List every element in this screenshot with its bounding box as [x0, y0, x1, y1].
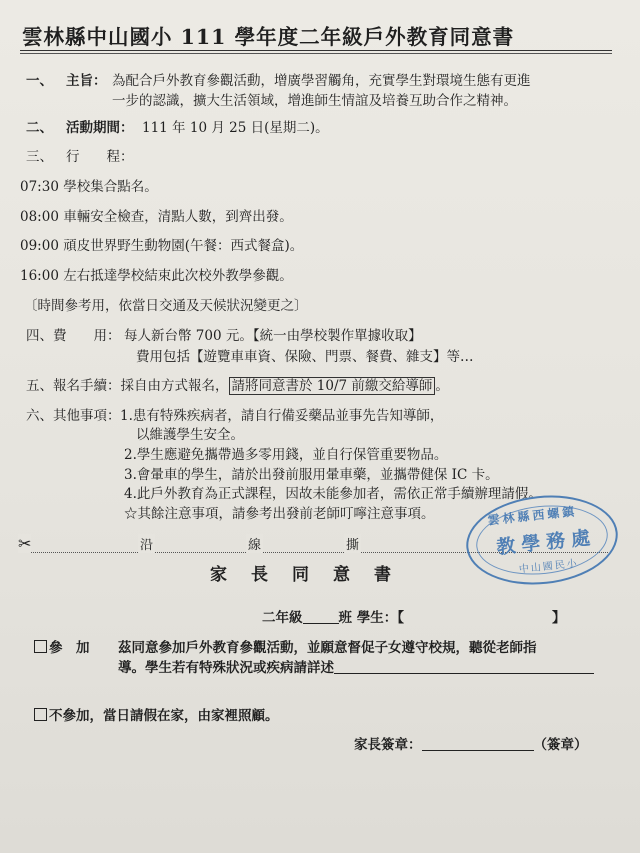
special-condition-field[interactable] — [334, 673, 594, 674]
student-close-bracket: 】 — [551, 610, 566, 626]
section-6-label: 六、其他事項： — [26, 408, 121, 424]
not-attend-checkbox[interactable] — [34, 708, 47, 721]
not-attend-option — [34, 704, 279, 724]
attend-checkbox[interactable] — [34, 640, 47, 653]
registration-deadline: 請將同意書於 10/7 前繳交給導師 — [229, 377, 436, 395]
notice-item: 4.此戶外教育為正式課程，因故未能參加者，需依正常手續辦理請假。 — [124, 486, 542, 502]
notice-item: 2.學生應避免攜帶過多零用錢，並自行保管重要物品。 — [124, 447, 448, 463]
title-underline — [20, 50, 612, 51]
itinerary-time: 16:00 — [20, 268, 59, 284]
notice-item: 3.會暈車的學生，請於出發前服用暈車藥，並攜帶健保 IC 卡。 — [124, 467, 499, 483]
fee-includes: 費用包括【遊覽車車資、保險、門票、餐費、雜支】等… — [136, 349, 474, 365]
itinerary-text: 頑皮世界野生動物園(午餐：西式餐盒)。 — [63, 238, 304, 254]
registration-end: 。 — [435, 378, 449, 394]
not-attend-text: 不參加，當日請假在家，由家裡照顧。 — [49, 708, 279, 724]
school-office-stamp — [462, 488, 622, 591]
attend-text-line-1: 茲同意參加戶外教育參觀活動，並願意督促子女遵守校規，聽從老師指 — [118, 640, 537, 656]
title-underline-secondary — [20, 53, 612, 54]
section-4-label: 四、費 用： — [26, 328, 121, 344]
itinerary-time: 07:30 — [20, 179, 59, 195]
signature-suffix: （簽章） — [533, 737, 588, 753]
scissors-icon: ✂ — [18, 534, 32, 553]
parent-signature-row — [354, 733, 588, 753]
class-field[interactable] — [303, 623, 339, 624]
itinerary-note: 〔時間參考用，依當日交通及天候狀況變更之〕 — [24, 298, 308, 314]
itinerary-time: 09:00 — [20, 238, 59, 254]
itinerary-time: 08:00 — [20, 209, 59, 225]
section-3-number: 三、 — [26, 149, 53, 165]
section-2-date: 111 年 10 月 25 日(星期二)。 — [142, 120, 329, 136]
tear-line-word: 撕 — [344, 534, 361, 553]
section-1-text-line-2: 一步的認識，擴大生活領域，增進師生情誼及培養互助合作之精神。 — [112, 93, 517, 109]
itinerary-text: 車輛安全檢查，清點人數，到齊出發。 — [63, 209, 293, 225]
section-2-label: 活動期間： — [66, 120, 134, 136]
itinerary-text: 學校集合點名。 — [63, 179, 158, 195]
notice-item: ☆其餘注意事項，請參考出發前老師叮嚀注意事項。 — [124, 506, 435, 522]
itinerary-item — [20, 234, 303, 254]
notice-item: 以維護學生安全。 — [136, 427, 244, 443]
signature-label: 家長簽章： — [354, 737, 422, 753]
tear-line-word: 線 — [246, 534, 263, 553]
attend-text: 導。學生若有特殊狀況或疾病請詳述 — [118, 660, 334, 676]
fee-amount: 每人新台幣 700 元。【統一由學校製作單據收取】 — [124, 328, 422, 344]
student-info-row — [262, 606, 565, 626]
attend-label: 參 加 — [49, 640, 90, 656]
registration-label: 五、報名手續： — [26, 378, 121, 394]
section-1-text-line-1: 為配合戶外教育參觀活動，增廣學習觸角，充實學生對環境生態有更進 — [112, 73, 531, 89]
section-5-label — [26, 374, 449, 394]
registration-text: 採自由方式報名， — [120, 378, 229, 394]
itinerary-text: 左右抵達學校結束此次校外教學參觀。 — [63, 268, 293, 284]
itinerary-item — [20, 264, 293, 284]
class-label: 班 — [338, 610, 352, 626]
consent-title: 家長同意書 — [210, 565, 415, 585]
attend-text-line-2 — [118, 656, 594, 676]
itinerary-item — [20, 175, 158, 195]
tear-line-word: 沿 — [138, 534, 155, 553]
notice-item: 1.患有特殊疾病者，請自行備妥藥品並事先告知導師， — [120, 408, 444, 424]
grade-label: 二年級 — [262, 610, 303, 626]
attend-option — [34, 636, 90, 656]
section-2-number: 二、 — [26, 120, 53, 136]
section-1-label: 主旨： — [66, 73, 107, 89]
student-label: 學生：【 — [356, 610, 404, 626]
stamp-bottom-text: 中山國民小 — [518, 558, 580, 576]
section-1-number: 一、 — [26, 73, 53, 89]
section-3-label: 行 程： — [66, 149, 134, 165]
document-title: 雲林縣中山國小 111 學年度二年級戶外教育同意書 — [22, 25, 515, 49]
itinerary-item — [20, 205, 293, 225]
stamp-top-text: 雲林縣西螺鎮 — [486, 504, 578, 528]
signature-field[interactable] — [422, 750, 534, 751]
stamp-middle-text: 教學務處 — [495, 526, 598, 559]
